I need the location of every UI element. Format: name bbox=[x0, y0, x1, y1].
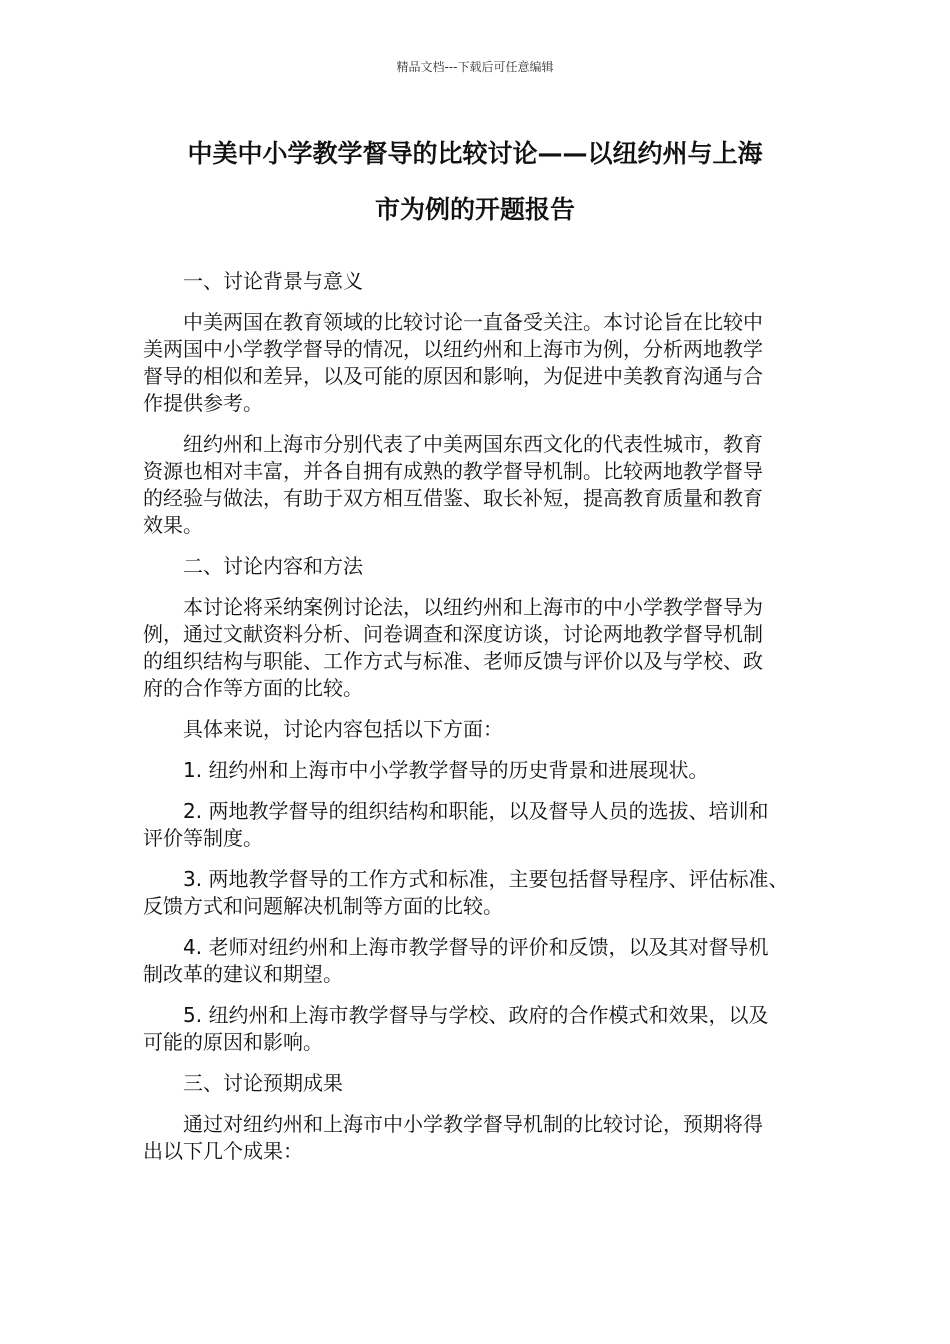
list-item-line: 可能的原因和影响。 bbox=[143, 1030, 323, 1054]
title-line-2: 市为例的开题报告 bbox=[374, 195, 575, 224]
list-item-line: 制改革的建议和期望。 bbox=[143, 962, 343, 986]
list-item bbox=[143, 934, 807, 988]
list-item bbox=[143, 757, 807, 784]
list-item-line: 4. 老师对纽约州和上海市教学督导的评价和反馈，以及其对督导机 bbox=[183, 935, 769, 959]
list-item bbox=[143, 798, 807, 852]
paragraph bbox=[143, 594, 807, 702]
paragraph-line: 例，通过文献资料分析、问卷调查和深度访谈，讨论两地教学督导机制 bbox=[143, 622, 763, 646]
paragraph bbox=[143, 1111, 807, 1165]
header-note: 精品文档---下载后可任意编辑 bbox=[396, 60, 554, 74]
paragraph bbox=[143, 309, 807, 417]
paragraph-line: 具体来说，讨论内容包括以下方面： bbox=[183, 717, 503, 741]
list-item bbox=[143, 866, 807, 920]
paragraph-line: 美两国中小学教学督导的情况，以纽约州和上海市为例，分析两地教学 bbox=[143, 337, 763, 361]
list-item-line: 1. 纽约州和上海市中小学教学督导的历史背景和进展现状。 bbox=[183, 758, 709, 782]
paragraph-line: 中美两国在教育领域的比较讨论一直备受关注。本讨论旨在比较中 bbox=[183, 310, 763, 334]
paragraph-line: 通过对纽约州和上海市中小学教学督导机制的比较讨论，预期将得 bbox=[183, 1112, 763, 1136]
list-item-line: 3. 两地教学督导的工作方式和标准，主要包括督导程序、评估标准、 bbox=[183, 867, 789, 891]
paragraph-line: 出以下几个成果： bbox=[143, 1139, 303, 1163]
paragraph-line: 作提供参考。 bbox=[143, 391, 263, 415]
list-item-line: 评价等制度。 bbox=[143, 826, 263, 850]
paragraph bbox=[143, 716, 807, 743]
list-item-line: 反馈方式和问题解决机制等方面的比较。 bbox=[143, 894, 503, 918]
paragraph-line: 府的合作等方面的比较。 bbox=[143, 676, 363, 700]
paragraph-line: 的经验与做法，有助于双方相互借鉴、取长补短，提高教育质量和教育 bbox=[143, 486, 763, 510]
title-line-1: 中美中小学教学督导的比较讨论——以纽约州与上海 bbox=[187, 139, 763, 168]
paragraph-line: 督导的相似和差异，以及可能的原因和影响，为促进中美教育沟通与合 bbox=[143, 364, 763, 388]
paragraph-line: 效果。 bbox=[143, 513, 203, 537]
section-heading-2: 二、讨论内容和方法 bbox=[183, 554, 363, 578]
paragraph-line: 本讨论将采纳案例讨论法，以纽约州和上海市的中小学教学督导为 bbox=[183, 595, 763, 619]
paragraph-line: 资源也相对丰富，并各自拥有成熟的教学督导机制。比较两地教学督导 bbox=[143, 459, 763, 483]
list-item-line: 2. 两地教学督导的组织结构和职能，以及督导人员的选拔、培训和 bbox=[183, 799, 769, 823]
document-body bbox=[143, 268, 807, 1179]
paragraph-line: 纽约州和上海市分别代表了中美两国东西文化的代表性城市，教育 bbox=[183, 432, 763, 456]
paragraph-line: 的组织结构与职能、工作方式与标准、老师反馈与评价以及与学校、政 bbox=[143, 649, 763, 673]
section-heading-3: 三、讨论预期成果 bbox=[183, 1071, 343, 1095]
section-heading-1: 一、讨论背景与意义 bbox=[183, 269, 363, 293]
list-item-line: 5. 纽约州和上海市教学督导与学校、政府的合作模式和效果，以及 bbox=[183, 1003, 769, 1027]
document-title bbox=[140, 126, 810, 238]
paragraph bbox=[143, 431, 807, 539]
list-item bbox=[143, 1002, 807, 1056]
